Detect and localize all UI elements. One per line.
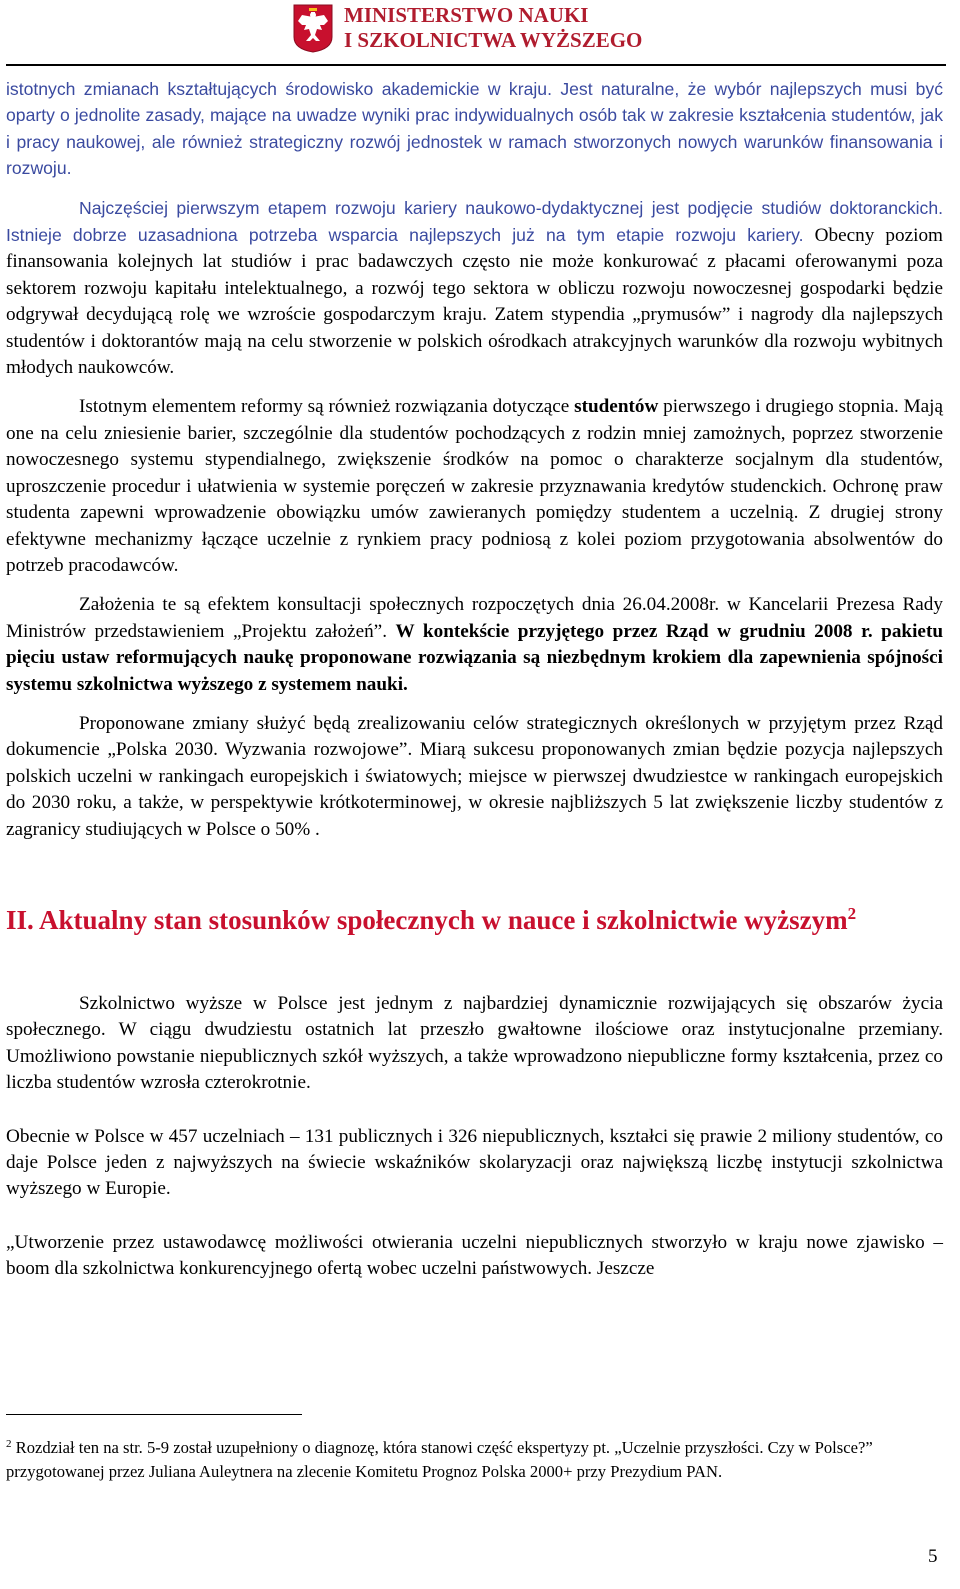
paragraph-4-bold: W kontekście przyjętego przez Rząd w grudniu 2008 r. pakietu pięciu ustaw reformujących naukę proponowane rozwiązania są niezbędnym krokiem dla zapewnienia spójności systemu szkolnictwa wyższego z systemem nauki. xyxy=(6,620,944,695)
paragraph-3-bold: studentów xyxy=(574,396,659,418)
section-heading-text: II. Aktualny stan stosunków społecznych w nauce i szkolnictwie wyższym xyxy=(6,904,848,935)
page-number: 5 xyxy=(928,1546,938,1567)
header-divider xyxy=(6,64,946,66)
paragraph-2 xyxy=(6,195,943,382)
section-heading xyxy=(6,897,943,937)
ministry-header xyxy=(292,0,642,56)
paragraph-2-blue-text: Najczęściej pierwszym etapem rozwoju kariery naukowo-dydaktycznej jest podjęcie studiów doktoranckich. Istnieje dobrze uzasadniona potrzeba wsparcia najlepszych już na tym etapie rozwoju kariery. xyxy=(6,197,943,246)
paragraph-2-text: Obecny poziom finansowania kolejnych lat studiów i prac badawczych często nie może konkurować z płacami oferowanymi poza sektorem rozwoju kapitału intelektualnego, a rozwój tego sektora w obliczu rozwoju nowoczesnej gospodarki będzie odgrywał decydującą rolę we wzroście gospodarczym kraju. Zatem stypendia „prymusów” i nagrody dla najlepszych studentów i doktorantów mają na celu stworzenie w polskich ośrodkach atrakcyjnych warunków dla rozwoju wybitnych młodych naukowców. xyxy=(6,225,943,379)
polish-eagle-emblem-icon xyxy=(292,3,334,53)
paragraph-8: „Utworzenie przez ustawodawcę możliwości otwierania uczelni niepublicznych stworzyło w kraju nowe zjawisko – boom dla szkolnictwa konkurencyjnego ofertą wobec uczelni państwowych. Jeszcze xyxy=(6,1231,943,1280)
footnote-text: Rozdział ten na str. 5-9 został uzupełniony o diagnozę, która stanowi część ekspertyzy pt. „Uczelnie przyszłości. Czy w Polsce?” przygotowanej przez Juliana Auleytnera na zlecenie Komitetu Prognoz Polska 2000+ przy Prezydium PAN. xyxy=(6,1438,873,1481)
paragraph-1: istotnych zmianach kształtujących środowisko akademickie w kraju. Jest naturalne, że wybór najlepszych musi być oparty o jednolite zasady, mające na uwadze wyniki prac indywidualnych osób tak w zakresie kształcenia studentów, jak i pracy naukowej, ale również strategiczny rozwój jednostek w ramach stworzonych nowych warunków finansowania i rozwoju. xyxy=(6,79,943,179)
paragraph-7: Obecnie w Polsce w 457 uczelniach – 131 publicznych i 326 niepublicznych, kształci się prawie 2 miliony studentów, co daje Polsce jeden z najwyższych na świecie wskaźników skolaryzacji oraz największą liczbę instytucji szkolnictwa wyższego w Europie. xyxy=(6,1125,943,1200)
paragraph-3 xyxy=(6,394,943,579)
footnote-marker: 2 xyxy=(6,1438,12,1450)
ministry-name-line-2: I SZKOLNICTWA WYŻSZEGO xyxy=(344,28,643,52)
footnote-divider xyxy=(6,1414,302,1415)
paragraph-4-text: Założenia te są efektem konsultacji społecznych rozpoczętych dnia 26.04.2008r. w Kancelarii Prezesa Rady Ministrów przedstawieniem „Projektu założeń”. xyxy=(6,594,943,642)
document-body xyxy=(6,76,943,1283)
paragraph-3-text-b: pierwszego i drugiego stopnia. Mają one na celu zniesienie barier, szczególnie dla studentów pochodzących z rodzin mniej zamożnych, poprzez stworzenie nowoczesnego systemu stypendialnego, zwiększenie środków na pomoc o charakterze socjalnym dla studentów, uproszczenie procedur i ułatwienia w systemie poręczeń w zakresie przyznawania kredytów studenckich. Ochronę praw studenta zapewni wprowadzenie obowiązku umów zawieranych pomiędzy studentem a uczelnią. Z drugiej strony efektywne mechanizmy łączące uczelnie z rynkiem pracy podniosą z kolei poziom przygotowania absolwentów do potrzeb pracodawców. xyxy=(6,396,944,576)
footnote-reference[interactable]: 2 xyxy=(847,903,857,923)
footnote xyxy=(6,1432,926,1484)
paragraph-5: Proponowane zmiany służyć będą zrealizowaniu celów strategicznych określonych w przyjętym przez Rząd dokumencie „Polska 2030. Wyzwania rozwojowe”. Miarą sukcesu proponowanych zmian będzie pozycja najlepszych polskich uczelni w rankingach europejskich i światowych; miejsce w pierwszej dwudziestce w rankingach europejskich do 2030 roku, a także, w perspektywie krótkoterminowej, w okresie najbliższych 5 lat zwiększenie liczby studentów z zagranicy studiujących w Polsce o 50% . xyxy=(6,712,943,840)
paragraph-4 xyxy=(6,592,943,698)
paragraph-3-text-a: Istotnym elementem reformy są również rozwiązania dotyczące xyxy=(79,396,575,418)
paragraph-6: Szkolnictwo wyższe w Polsce jest jednym z najbardziej dynamicznie rozwijających się obszarów życia społecznego. W ciągu dwudziestu ostatnich lat przeszło gwałtowne ilościowe oraz instytucjonalne przemiany. Umożliwiono powstanie niepublicznych szkół wyższych, a także wprowadzono niepubliczne formy kształcenia, przez co liczba studentów wzrosła czterokrotnie. xyxy=(6,992,943,1094)
ministry-name-line-1: MINISTERSTWO NAUKI xyxy=(344,3,589,27)
